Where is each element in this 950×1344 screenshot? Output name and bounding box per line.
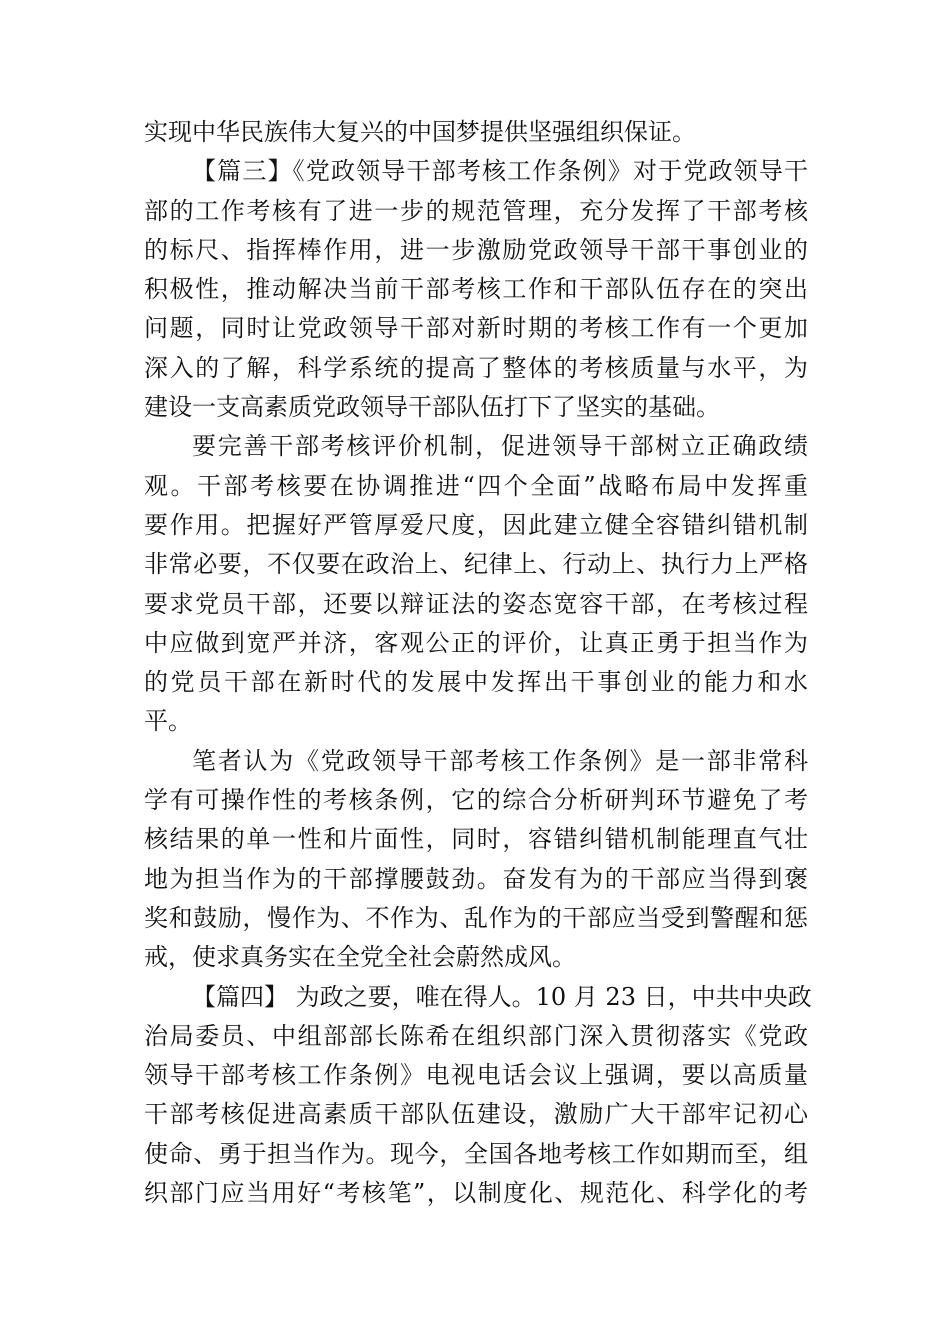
paragraph-line: 治局委员、中组部部长陈希在组织部门深入贯彻落实《党政 [144,1021,808,1050]
paragraph-line: 实现中华民族伟大复兴的中国梦提供坚强组织保证。 [144,118,696,146]
paragraph-line: 奖和鼓励，慢作为、不作为、乱作为的干部应当受到警醒和惩 [144,903,808,932]
paragraph-line: 要求党员干部，还要以辩证法的姿态宽容干部，在考核过程 [144,589,808,618]
paragraph-line: 要完善干部考核评价机制，促进领导干部树立正确政绩 [192,432,808,461]
paragraph-line: 干部考核促进高素质干部队伍建设，激励广大干部牢记初心 [144,1100,808,1129]
document-body [144,113,812,1213]
paragraph-line: 核结果的单一性和片面性，同时，容错纠错机制能理直气壮 [144,825,808,854]
paragraph-line: 笔者认为《党政领导干部考核工作条例》是一部非常科 [192,746,808,775]
paragraph-line: 积极性，推动解决当前干部考核工作和干部队伍存在的突出 [144,275,808,304]
paragraph-line: 部的工作考核有了进一步的规范管理，充分发挥了干部考核 [144,196,808,225]
paragraph-line: 非常必要，不仅要在政治上、纪律上、行动上、执行力上严格 [144,550,808,579]
paragraph-line: 的党员干部在新时代的发展中发挥出干事创业的能力和水 [144,668,808,697]
paragraph-line: 的标尺、指挥棒作用，进一步激励党政领导干部干事创业的 [144,235,808,264]
paragraph-line: 问题，同时让党政领导干部对新时期的考核工作有一个更加 [144,314,808,343]
paragraph-line: 平。 [144,707,192,736]
paragraph-line: 【篇四】 为政之要，唯在得人。10 月 23 日，中共中央政 [192,982,812,1011]
paragraph-line: 使命、勇于担当作为。现今，全国各地考核工作如期而至，组 [144,1139,808,1168]
paragraph-line: 要作用。把握好严管厚爱尺度，因此建立健全容错纠错机制 [144,510,808,539]
paragraph-line: 深入的了解，科学系统的提高了整体的考核质量与水平，为 [144,353,808,382]
paragraph-line: 织部门应当用好“考核笔”，以制度化、规范化、科学化的考 [144,1179,808,1208]
paragraph-line: 领导干部考核工作条例》电视电话会议上强调，要以高质量 [144,1061,808,1090]
paragraph-line: 地为担当作为的干部撑腰鼓劲。奋发有为的干部应当得到褒 [144,864,808,893]
paragraph-line: 建设一支高素质党政领导干部队伍打下了坚实的基础。 [144,393,720,422]
paragraph-line: 戒，使求真务实在全党全社会蔚然成风。 [144,943,576,972]
paragraph-line: 学有可操作性的考核条例，它的综合分析研判环节避免了考 [144,786,808,815]
paragraph-line: 观。干部考核要在协调推进“四个全面”战略布局中发挥重 [144,471,808,500]
paragraph-line: 【篇三】《党政领导干部考核工作条例》对于党政领导干 [192,157,808,186]
paragraph-line: 中应做到宽严并济，客观公正的评价，让真正勇于担当作为 [144,628,808,657]
